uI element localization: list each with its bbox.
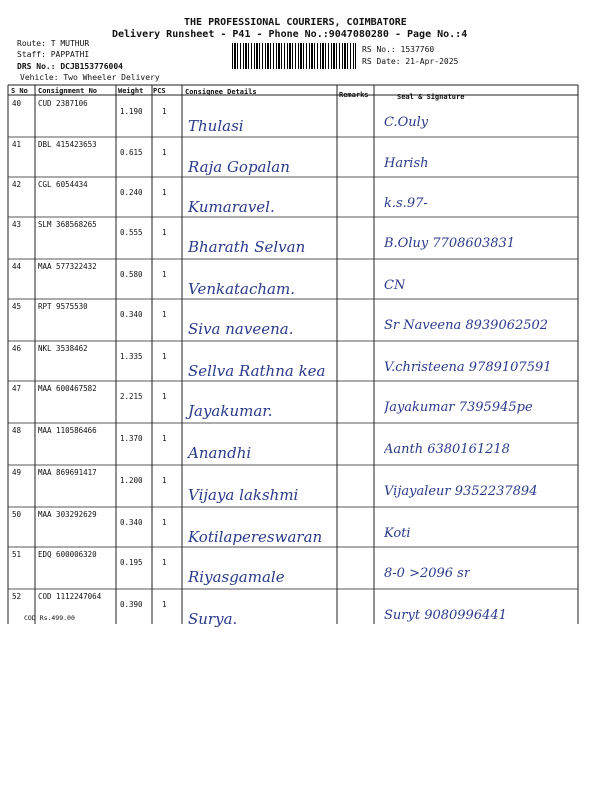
row-weight: 1.200 (120, 476, 143, 485)
row-consignment-no: NKL 3538462 (38, 344, 88, 353)
row-signature: Sr Naveena 8939062502 (384, 318, 549, 333)
row-signature: Koti (384, 526, 411, 541)
row-consignee-name: Kumaravel. (188, 198, 275, 216)
row-consignment-no: COD 1112247064 (38, 592, 102, 601)
col-consignee: Consignee Details (185, 88, 257, 96)
row-sno: 41 (12, 140, 22, 149)
row-pcs: 1 (162, 600, 167, 609)
row-pcs: 1 (162, 148, 167, 157)
row-sno: 52 (12, 592, 22, 601)
row-consignment-no: CUD 2387106 (38, 99, 88, 108)
row-consignee-name: Siva naveena. (188, 320, 294, 338)
row-signature: Harish (384, 156, 429, 171)
row-consignee-name: Sellva Rathna kea (188, 362, 326, 380)
row-sno: 48 (12, 426, 22, 435)
row-sno: 45 (12, 302, 22, 311)
row-pcs: 1 (162, 228, 167, 237)
col-sno: S No (11, 87, 28, 95)
row-signature: Jayakumar 7395945pe (384, 400, 533, 415)
vehicle-label: Vehicle: Two Wheeler Delivery (20, 73, 160, 82)
route-label: Route: T MUTHUR (17, 39, 90, 48)
row-consignment-no: CGL 6054434 (38, 180, 88, 189)
row-consignee-name: Kotilapereswaran (188, 528, 323, 546)
row-cod-note: COD Rs.499.00 (24, 614, 75, 622)
col-consignment: Consignment No (38, 87, 98, 95)
row-consignment-no: DBL 415423653 (38, 140, 97, 149)
row-weight: 1.370 (120, 434, 143, 443)
row-weight: 1.335 (120, 352, 143, 361)
row-sno: 50 (12, 510, 22, 519)
row-weight: 0.340 (120, 310, 143, 319)
row-weight: 1.190 (120, 107, 143, 116)
row-consignment-no: MAA 110586466 (38, 426, 97, 435)
row-sno: 46 (12, 344, 22, 353)
row-pcs: 1 (162, 558, 167, 567)
row-weight: 0.195 (120, 558, 143, 567)
col-remarks: Remarks (339, 91, 369, 99)
row-signature: 8-0 >2096 sr (384, 566, 471, 581)
row-pcs: 1 (162, 107, 167, 116)
drs-number: DRS No.: DCJB153776004 (17, 62, 123, 71)
row-weight: 0.240 (120, 188, 143, 197)
row-consignment-no: MAA 303292629 (38, 510, 97, 519)
row-consignee-name: Surya. (188, 610, 238, 628)
row-weight: 2.215 (120, 392, 143, 401)
row-consignee-name: Raja Gopalan (188, 158, 290, 176)
row-consignee-name: Bharath Selvan (188, 238, 306, 256)
row-weight: 0.580 (120, 270, 143, 279)
row-signature: k.s.97- (384, 196, 428, 211)
row-consignment-no: MAA 869691417 (38, 468, 97, 477)
runsheet-subtitle: Delivery Runsheet - P41 - Phone No.:9047080280 - Page No.:4 (112, 29, 468, 40)
rs-number: RS No.: 1537760 (362, 45, 435, 54)
col-seal: Seal & Signature (397, 93, 465, 101)
row-pcs: 1 (162, 270, 167, 279)
row-consignee-name: Thulasi (188, 117, 244, 135)
row-sno: 42 (12, 180, 22, 189)
row-sno: 49 (12, 468, 22, 477)
row-consignee-name: Venkatacham. (188, 280, 295, 298)
col-weight: Weight (118, 87, 144, 95)
row-pcs: 1 (162, 476, 167, 485)
row-signature: CN (384, 278, 406, 293)
row-pcs: 1 (162, 434, 167, 443)
row-consignment-no: EDQ 600006320 (38, 550, 97, 559)
row-consignee-name: Jayakumar. (188, 402, 273, 420)
row-pcs: 1 (162, 188, 167, 197)
row-sno: 40 (12, 99, 22, 108)
staff-label: Staff: PAPPATHI (17, 50, 90, 59)
row-weight: 0.615 (120, 148, 143, 157)
col-pcs: PCS (153, 87, 166, 95)
row-signature: C.Ouly (384, 115, 429, 130)
row-weight: 0.555 (120, 228, 143, 237)
row-signature: Aanth 6380161218 (384, 442, 510, 457)
rs-date: RS Date: 21-Apr-2025 (362, 57, 459, 66)
row-signature: Suryt 9080996441 (384, 608, 507, 623)
row-pcs: 1 (162, 392, 167, 401)
row-signature: Vijayaleur 9352237894 (384, 484, 538, 499)
row-consignee-name: Vijaya lakshmi (188, 486, 299, 504)
row-sno: 44 (12, 262, 22, 271)
row-consignment-no: MAA 577322432 (38, 262, 97, 271)
row-pcs: 1 (162, 352, 167, 361)
row-consignment-no: SLM 368568265 (38, 220, 97, 229)
row-sno: 47 (12, 384, 22, 393)
row-weight: 0.390 (120, 600, 143, 609)
row-sno: 51 (12, 550, 22, 559)
row-consignee-name: Anandhi (188, 444, 252, 462)
row-pcs: 1 (162, 310, 167, 319)
row-weight: 0.340 (120, 518, 143, 527)
row-signature: V.christeena 9789107591 (384, 360, 552, 375)
row-consignee-name: Riyasgamale (188, 568, 285, 586)
company-title: THE PROFESSIONAL COURIERS, COIMBATORE (184, 17, 407, 28)
row-pcs: 1 (162, 518, 167, 527)
row-sno: 43 (12, 220, 22, 229)
row-signature: B.Oluy 7708603831 (384, 236, 516, 251)
row-consignment-no: MAA 600467582 (38, 384, 97, 393)
row-consignment-no: RPT 9575530 (38, 302, 88, 311)
